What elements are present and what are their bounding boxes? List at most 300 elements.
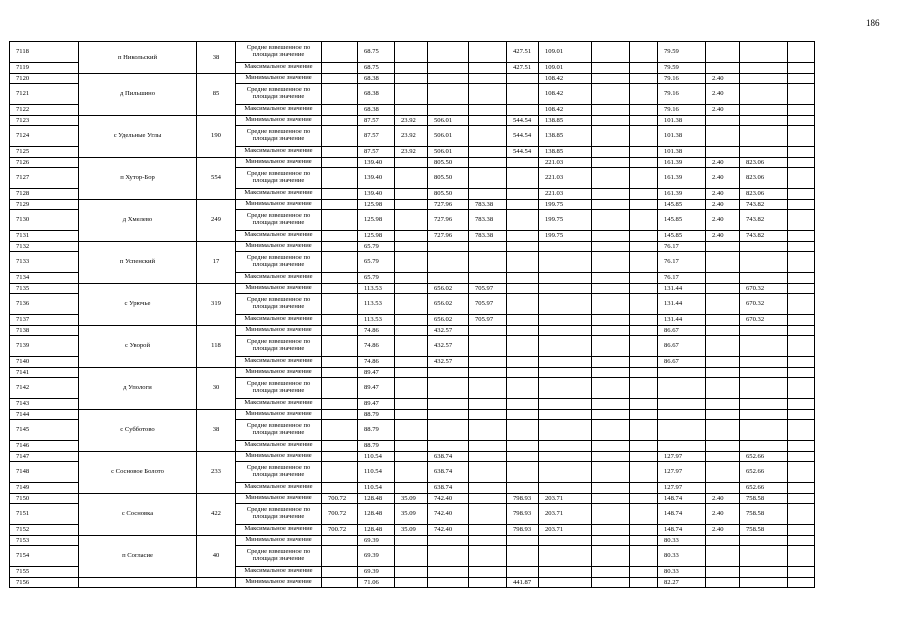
row-id: 7139 (10, 336, 79, 357)
settlement-name: д Хмелево (79, 199, 197, 241)
value-cell (658, 399, 706, 410)
value-cell: 128.48 (358, 493, 395, 504)
value-type: Максимальное значение (236, 567, 322, 578)
value-cell (322, 241, 358, 252)
population: 30 (197, 367, 236, 409)
value-cell (740, 378, 788, 399)
value-cell (507, 199, 539, 210)
value-cell (740, 409, 788, 420)
settlement-name: п Успенский (79, 241, 197, 283)
value-type: Максимальное значение (236, 189, 322, 200)
value-cell (539, 535, 592, 546)
value-cell: 2.40 (706, 105, 740, 116)
row-id: 7134 (10, 273, 79, 284)
value-cell (630, 84, 658, 105)
value-cell (788, 399, 815, 410)
value-cell (788, 462, 815, 483)
value-cell (395, 199, 428, 210)
value-type: Минимальное значение (236, 199, 322, 210)
row-id: 7152 (10, 525, 79, 536)
value-type: Минимальное значение (236, 577, 322, 588)
value-cell (507, 231, 539, 242)
value-cell: 700.72 (322, 493, 358, 504)
value-cell (539, 462, 592, 483)
value-cell (428, 84, 469, 105)
value-cell (322, 378, 358, 399)
value-cell: 68.75 (358, 42, 395, 63)
value-cell: 68.38 (358, 105, 395, 116)
value-cell: 758.58 (740, 504, 788, 525)
value-cell: 79.16 (658, 73, 706, 84)
value-cell (706, 420, 740, 441)
value-cell (539, 294, 592, 315)
value-cell (630, 168, 658, 189)
value-cell (592, 483, 630, 494)
value-cell (658, 441, 706, 452)
value-cell (395, 283, 428, 294)
value-cell (507, 294, 539, 315)
value-cell (539, 273, 592, 284)
value-cell (592, 283, 630, 294)
value-cell (395, 273, 428, 284)
value-cell: 758.58 (740, 525, 788, 536)
value-cell (630, 367, 658, 378)
value-cell: 148.74 (658, 504, 706, 525)
value-cell (592, 189, 630, 200)
value-cell (788, 546, 815, 567)
value-cell (507, 367, 539, 378)
value-cell (428, 63, 469, 74)
value-cell: 2.40 (706, 525, 740, 536)
value-cell (740, 73, 788, 84)
value-type: Минимальное значение (236, 409, 322, 420)
value-cell (428, 535, 469, 546)
value-cell (706, 315, 740, 326)
value-type: Минимальное значение (236, 283, 322, 294)
value-cell (322, 42, 358, 63)
value-cell (469, 189, 507, 200)
value-cell (395, 63, 428, 74)
value-cell: 79.59 (658, 42, 706, 63)
value-cell (322, 357, 358, 368)
value-cell (592, 493, 630, 504)
value-cell (592, 367, 630, 378)
value-cell (539, 577, 592, 588)
value-cell: 432.57 (428, 325, 469, 336)
value-cell: 805.50 (428, 157, 469, 168)
value-cell (592, 399, 630, 410)
value-cell (592, 409, 630, 420)
value-cell: 203.71 (539, 525, 592, 536)
value-cell: 80.33 (658, 535, 706, 546)
value-cell (395, 241, 428, 252)
value-cell (539, 325, 592, 336)
value-cell: 798.93 (507, 525, 539, 536)
value-cell (592, 357, 630, 368)
value-cell: 88.79 (358, 441, 395, 452)
value-type: Средне взвешенное по площади значение (236, 168, 322, 189)
value-cell (592, 157, 630, 168)
value-cell (469, 147, 507, 158)
value-cell (630, 189, 658, 200)
value-cell (740, 535, 788, 546)
value-cell: 23.92 (395, 147, 428, 158)
value-cell (630, 283, 658, 294)
value-cell (706, 147, 740, 158)
value-cell: 2.40 (706, 189, 740, 200)
value-cell (539, 241, 592, 252)
value-cell (507, 189, 539, 200)
value-cell (428, 546, 469, 567)
value-cell (630, 42, 658, 63)
value-cell (740, 567, 788, 578)
value-cell (630, 483, 658, 494)
value-cell (706, 483, 740, 494)
value-cell (630, 357, 658, 368)
value-cell: 783.38 (469, 210, 507, 231)
value-cell: 727.96 (428, 210, 469, 231)
value-cell (630, 147, 658, 158)
value-cell (322, 252, 358, 273)
value-cell: 638.74 (428, 462, 469, 483)
table-row (10, 535, 815, 546)
value-cell: 69.39 (358, 567, 395, 578)
row-id: 7155 (10, 567, 79, 578)
value-cell (395, 231, 428, 242)
value-cell: 113.53 (358, 315, 395, 326)
value-cell (788, 199, 815, 210)
value-cell (788, 451, 815, 462)
value-cell (507, 315, 539, 326)
value-cell (706, 535, 740, 546)
value-cell (507, 399, 539, 410)
value-cell (788, 325, 815, 336)
value-cell: 203.71 (539, 493, 592, 504)
row-id: 7146 (10, 441, 79, 452)
value-cell (428, 273, 469, 284)
value-cell: 68.38 (358, 84, 395, 105)
value-cell (395, 105, 428, 116)
value-cell (706, 378, 740, 399)
value-cell (428, 42, 469, 63)
value-cell: 148.74 (658, 493, 706, 504)
value-type: Средне взвешенное по площади значение (236, 252, 322, 273)
value-cell: 199.75 (539, 199, 592, 210)
value-cell (539, 399, 592, 410)
value-cell (469, 546, 507, 567)
value-cell: 69.39 (358, 546, 395, 567)
value-cell (630, 420, 658, 441)
value-cell (395, 168, 428, 189)
value-cell (630, 567, 658, 578)
value-cell (592, 441, 630, 452)
value-type: Минимальное значение (236, 493, 322, 504)
row-id: 7143 (10, 399, 79, 410)
value-cell (740, 84, 788, 105)
value-cell (395, 399, 428, 410)
page-number: 186 (866, 18, 880, 28)
value-type: Максимальное значение (236, 525, 322, 536)
value-cell: 670.32 (740, 283, 788, 294)
value-cell: 2.40 (706, 199, 740, 210)
value-cell (322, 567, 358, 578)
row-id: 7127 (10, 168, 79, 189)
value-cell (740, 126, 788, 147)
row-id: 7131 (10, 231, 79, 242)
value-cell (740, 357, 788, 368)
value-cell (539, 283, 592, 294)
value-cell (322, 367, 358, 378)
value-cell (706, 115, 740, 126)
value-cell (788, 210, 815, 231)
value-cell (740, 367, 788, 378)
value-cell (322, 273, 358, 284)
table-row (10, 325, 815, 336)
table-row (10, 493, 815, 504)
value-cell: 89.47 (358, 378, 395, 399)
value-cell (592, 525, 630, 536)
value-cell (469, 63, 507, 74)
value-cell (395, 42, 428, 63)
value-cell: 23.92 (395, 115, 428, 126)
value-cell (788, 273, 815, 284)
population: 118 (197, 325, 236, 367)
value-cell: 89.47 (358, 399, 395, 410)
population: 38 (197, 409, 236, 451)
value-cell: 656.02 (428, 283, 469, 294)
value-cell (740, 546, 788, 567)
row-id: 7153 (10, 535, 79, 546)
value-cell (507, 168, 539, 189)
value-cell: 68.38 (358, 73, 395, 84)
value-cell (539, 409, 592, 420)
value-type: Максимальное значение (236, 399, 322, 410)
value-cell: 805.50 (428, 168, 469, 189)
value-cell: 125.98 (358, 231, 395, 242)
value-cell: 86.67 (658, 357, 706, 368)
value-cell: 670.32 (740, 294, 788, 315)
value-cell: 89.47 (358, 367, 395, 378)
value-cell (428, 420, 469, 441)
value-cell: 798.93 (507, 493, 539, 504)
population: 233 (197, 451, 236, 493)
value-cell (322, 115, 358, 126)
value-cell: 125.98 (358, 199, 395, 210)
value-cell (322, 231, 358, 242)
value-type: Максимальное значение (236, 105, 322, 116)
value-cell (469, 252, 507, 273)
value-cell: 2.40 (706, 493, 740, 504)
value-type: Средне взвешенное по площади значение (236, 126, 322, 147)
value-cell (428, 241, 469, 252)
population: 249 (197, 199, 236, 241)
value-type: Минимальное значение (236, 241, 322, 252)
value-cell: 823.06 (740, 168, 788, 189)
value-cell (788, 483, 815, 494)
value-cell (322, 420, 358, 441)
value-cell (539, 315, 592, 326)
value-cell (592, 567, 630, 578)
row-id: 7135 (10, 283, 79, 294)
population: 40 (197, 535, 236, 577)
value-cell (706, 273, 740, 284)
value-cell (788, 231, 815, 242)
value-cell: 79.16 (658, 105, 706, 116)
value-cell: 139.40 (358, 157, 395, 168)
value-cell: 125.98 (358, 210, 395, 231)
value-cell: 2.40 (706, 157, 740, 168)
value-cell (469, 241, 507, 252)
population: 85 (197, 73, 236, 115)
value-cell (322, 546, 358, 567)
value-cell: 86.67 (658, 336, 706, 357)
value-cell: 71.06 (358, 577, 395, 588)
value-cell: 506.01 (428, 147, 469, 158)
value-cell (788, 252, 815, 273)
row-id: 7137 (10, 315, 79, 326)
value-type: Минимальное значение (236, 115, 322, 126)
value-cell (630, 525, 658, 536)
value-cell: 221.03 (539, 157, 592, 168)
value-type: Средне взвешенное по площади значение (236, 504, 322, 525)
value-cell (706, 441, 740, 452)
value-cell (706, 241, 740, 252)
value-type: Средне взвешенное по площади значение (236, 420, 322, 441)
row-id: 7151 (10, 504, 79, 525)
value-cell: 23.92 (395, 126, 428, 147)
value-cell (428, 105, 469, 116)
value-cell (706, 357, 740, 368)
row-id: 7132 (10, 241, 79, 252)
value-cell (706, 577, 740, 588)
value-cell: 221.03 (539, 189, 592, 200)
row-id: 7140 (10, 357, 79, 368)
value-cell (395, 367, 428, 378)
row-id: 7150 (10, 493, 79, 504)
value-type: Минимальное значение (236, 157, 322, 168)
value-type: Максимальное значение (236, 315, 322, 326)
value-cell (395, 84, 428, 105)
value-cell (630, 157, 658, 168)
value-cell (539, 567, 592, 578)
value-cell (592, 451, 630, 462)
settlement-name: с Уворой (79, 325, 197, 367)
value-cell (592, 504, 630, 525)
value-cell (630, 546, 658, 567)
value-cell (507, 357, 539, 368)
value-cell (630, 577, 658, 588)
value-type: Средне взвешенное по площади значение (236, 546, 322, 567)
value-cell (740, 105, 788, 116)
value-cell (507, 420, 539, 441)
value-cell (788, 409, 815, 420)
value-cell: 727.96 (428, 199, 469, 210)
value-cell: 35.09 (395, 504, 428, 525)
value-cell (788, 42, 815, 63)
value-cell (788, 147, 815, 158)
value-cell (469, 462, 507, 483)
value-cell: 110.54 (358, 483, 395, 494)
value-cell: 758.58 (740, 493, 788, 504)
value-cell: 65.79 (358, 241, 395, 252)
value-cell (706, 252, 740, 273)
value-cell (788, 336, 815, 357)
row-id: 7123 (10, 115, 79, 126)
value-type: Средне взвешенное по площади значение (236, 378, 322, 399)
value-cell (592, 315, 630, 326)
value-cell (322, 535, 358, 546)
value-cell (428, 73, 469, 84)
value-cell (395, 73, 428, 84)
value-cell (469, 525, 507, 536)
value-cell (740, 147, 788, 158)
value-cell: 823.06 (740, 157, 788, 168)
value-cell: 743.82 (740, 199, 788, 210)
settlement-name: с Урючье (79, 283, 197, 325)
row-id: 7142 (10, 378, 79, 399)
row-id: 7149 (10, 483, 79, 494)
value-cell (469, 378, 507, 399)
value-cell (788, 367, 815, 378)
value-cell (322, 73, 358, 84)
row-id: 7144 (10, 409, 79, 420)
value-cell: 145.85 (658, 199, 706, 210)
value-cell (740, 42, 788, 63)
value-cell (706, 462, 740, 483)
value-cell (469, 168, 507, 189)
value-cell (630, 115, 658, 126)
value-cell (469, 504, 507, 525)
value-cell (592, 252, 630, 273)
value-type: Средне взвешенное по площади значение (236, 294, 322, 315)
value-cell (469, 567, 507, 578)
value-cell (788, 525, 815, 536)
row-id: 7148 (10, 462, 79, 483)
value-cell (706, 409, 740, 420)
value-cell: 705.97 (469, 294, 507, 315)
value-cell (788, 126, 815, 147)
value-cell (395, 420, 428, 441)
value-cell (592, 577, 630, 588)
value-type: Минимальное значение (236, 535, 322, 546)
value-cell (507, 336, 539, 357)
value-cell (539, 367, 592, 378)
value-cell (395, 577, 428, 588)
value-cell (469, 367, 507, 378)
value-cell (630, 462, 658, 483)
value-cell (630, 273, 658, 284)
value-cell (395, 378, 428, 399)
value-cell (630, 336, 658, 357)
value-cell (507, 462, 539, 483)
value-type: Минимальное значение (236, 325, 322, 336)
value-cell (395, 252, 428, 273)
value-cell (788, 73, 815, 84)
value-cell: 131.44 (658, 283, 706, 294)
value-cell: 199.75 (539, 231, 592, 242)
value-cell (592, 231, 630, 242)
value-cell (507, 325, 539, 336)
value-cell: 638.74 (428, 483, 469, 494)
value-cell (469, 409, 507, 420)
value-cell: 127.97 (658, 483, 706, 494)
population: 422 (197, 493, 236, 535)
value-cell (395, 294, 428, 315)
table-row (10, 577, 815, 588)
row-id: 7121 (10, 84, 79, 105)
value-cell: 139.40 (358, 168, 395, 189)
value-cell (788, 567, 815, 578)
